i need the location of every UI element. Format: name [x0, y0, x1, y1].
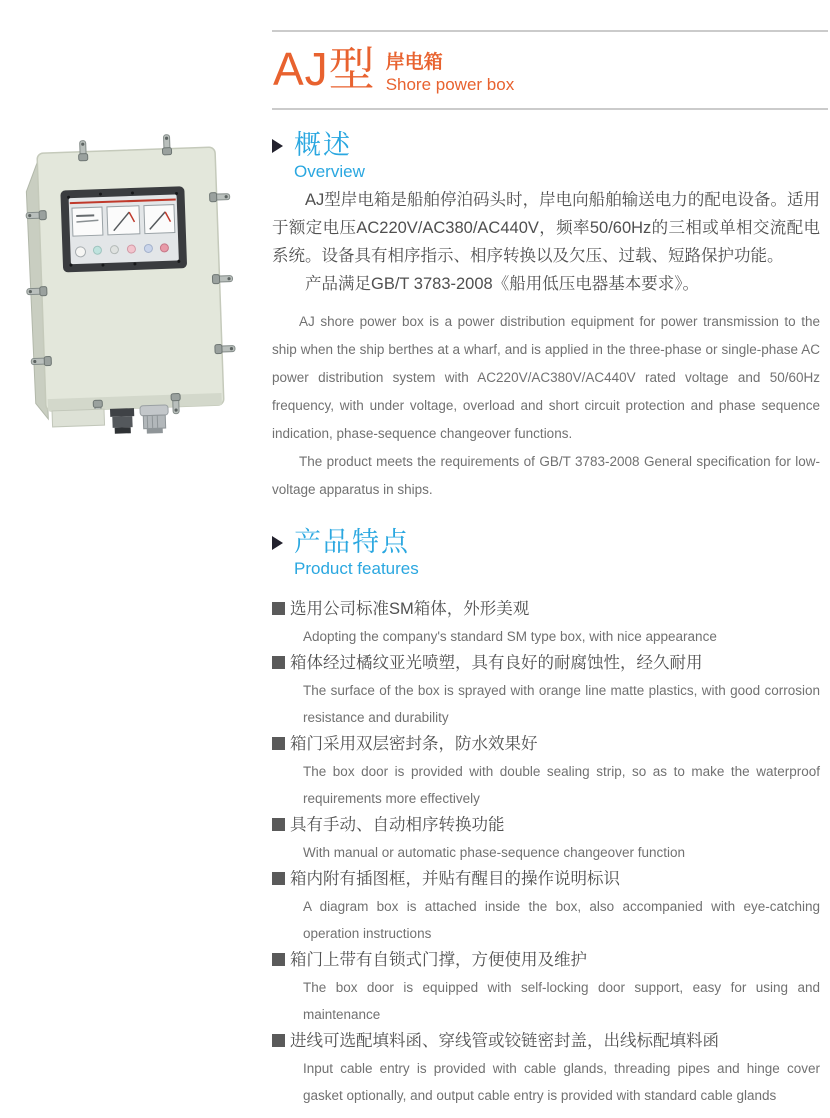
feature-item	[272, 1028, 820, 1109]
feature-en-text: The box door is provided with double sealing strip, so as to make the waterproof requirements more effectively	[303, 764, 820, 806]
bullet-square-icon	[272, 737, 285, 750]
product-subtitle	[386, 51, 515, 95]
feature-en-text: Input cable entry is provided with cable glands, threading pipes and hinge cover gasket optionally, and output cable entry is provided with standard cable glands	[303, 1061, 820, 1103]
overview-en-paragraph: The product meets the requirements of GB/T 3783-2008 General specification for low-voltage apparatus in ships.	[272, 454, 820, 497]
feature-item	[272, 596, 820, 650]
product-name-en: Shore power box	[385, 75, 515, 94]
overview-heading	[272, 130, 365, 182]
section-marker-icon	[272, 536, 283, 550]
bullet-square-icon	[272, 953, 285, 966]
feature-list	[272, 596, 820, 1109]
feature-item	[272, 731, 820, 812]
feature-cn-text: 箱体经过橘纹亚光喷塑，具有良好的耐腐蚀性，经久耐用	[290, 654, 703, 672]
feature-en-text: The surface of the box is sprayed with orange line matte plastics, with good corrosion resistance and durability	[303, 683, 820, 725]
overview-heading-cn: 概述	[294, 130, 352, 160]
overview-en-paragraph: AJ shore power box is a power distribution equipment for power transmission to the ship when the ship berthes at a wharf, and is applied in the three-phase or single-phase AC power distribution system with AC220V/AC380V/AC440V rated voltage and 50/60Hz frequency, with under voltage, overload and short circuit protection and phase sequence indication, phase-sequence changeover functions.	[272, 314, 820, 441]
bullet-square-icon	[272, 1034, 285, 1047]
header-top-rule	[272, 30, 828, 32]
bullet-square-icon	[272, 602, 285, 615]
product-model: AJ型	[273, 43, 376, 95]
features-heading-en: Product features	[294, 559, 419, 578]
feature-en-text: A diagram box is attached inside the box, also accompanied with eye-catching operation instructions	[303, 899, 820, 941]
bullet-square-icon	[272, 818, 285, 831]
overview-en-paragraphs	[272, 308, 820, 504]
overview-cn-paragraph: AJ型岸电箱是船舶停泊码头时，岸电向船舶输送电力的配电设备。适用于额定电压AC220V/AC380/AC440V，频率50/60Hz的三相或单相交流配电系统。设备具有相序指示、相序转换以及欠压、过载、短路保护功能。	[272, 191, 820, 265]
feature-item	[272, 650, 820, 731]
section-marker-icon	[272, 139, 283, 153]
features-heading-cn: 产品特点	[294, 527, 410, 557]
product-title-block	[273, 42, 514, 96]
overview-cn-paragraphs	[272, 186, 820, 298]
feature-cn-text: 箱门采用双层密封条，防水效果好	[290, 735, 538, 753]
overview-cn-paragraph: 产品满足GB/T 3783-2008《船用低压电器基本要求》。	[305, 275, 699, 293]
feature-en-text: The box door is equipped with self-locking door support, easy for using and maintenance	[303, 980, 820, 1022]
feature-item	[272, 812, 820, 866]
feature-cn-text: 箱门上带有自锁式门撑，方便使用及维护	[290, 951, 587, 969]
bullet-square-icon	[272, 656, 285, 669]
bullet-square-icon	[272, 872, 285, 885]
product-photo-illustration	[6, 134, 262, 464]
feature-en-text: With manual or automatic phase-sequence changeover function	[303, 845, 685, 860]
product-photo	[6, 134, 262, 464]
feature-cn-text: 具有手动、自动相序转换功能	[290, 816, 505, 834]
feature-cn-text: 箱内附有插图框，并贴有醒目的操作说明标识	[290, 870, 620, 888]
features-heading	[272, 527, 419, 579]
feature-en-text: Adopting the company's standard SM type box, with nice appearance	[303, 629, 717, 644]
header-bottom-rule	[272, 108, 828, 110]
feature-cn-text: 选用公司标准SM箱体，外形美观	[290, 600, 530, 618]
feature-item	[272, 866, 820, 947]
product-name-cn: 岸电箱	[385, 52, 443, 73]
overview-heading-en: Overview	[294, 162, 365, 181]
feature-cn-text: 进线可选配填料函、穿线管或铰链密封盖，出线标配填料函	[290, 1032, 719, 1050]
feature-item	[272, 947, 820, 1028]
